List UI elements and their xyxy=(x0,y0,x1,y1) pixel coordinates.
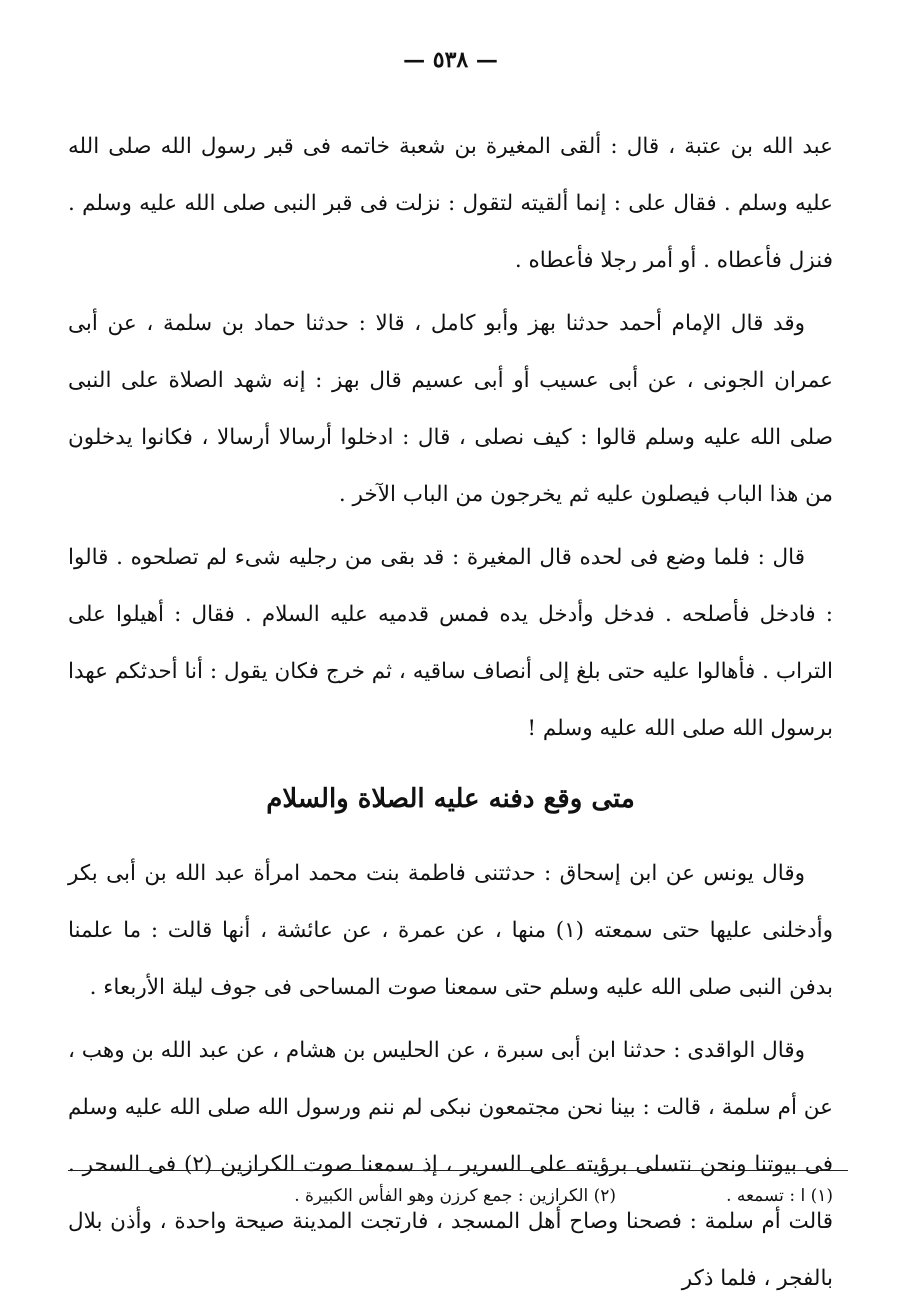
paragraph-1: عبد الله بن عتبة ، قال : ألقى المغيرة بن شعبة خاتمه فى قبر رسول الله صلى الله عليه وسلم . فقال على : إنما ألقيته لتقول : نزلت فى قبر النبى صلى الله عليه وسلم . فنزل فأعطاه . أو أمر رجلا فأعطاه . xyxy=(68,134,833,273)
section-heading: متى وقع دفنه عليه الصلاة والسلام xyxy=(266,784,635,814)
paragraph-5: وقال الواقدى : حدثنا ابن أبى سبرة ، عن الحليس بن هشام ، عن عبد الله بن وهب ، عن أم سلمة ، قالت : بينا نحن مجتمعون نبكى لم ننم ورسول الله صلى الله عليه وسلم فى بيوتنا ونحن نتسلى برؤيته على السرير ، إذ سمعنا صوت الكرازين (٢) فى السحر . قالت أم سلمة : فصحنا وصاح أهل المسجد ، فارتجت المدينة صيحة واحدة ، وأذن بلال بالفجر ، فلما ذكر xyxy=(68,1038,833,1291)
footnote-divider xyxy=(68,1170,848,1171)
footnote-2: (٢) الكرازين : جمع كرزن وهو الفأس الكبيرة . xyxy=(294,1186,617,1206)
paragraph-2: وقد قال الإمام أحمد حدثنا بهز وأبو كامل ، قالا : حدثنا حماد بن سلمة ، عن أبى عمران الجونى ، عن أبى عسيب أو أبى عسيم قال بهز : إنه شهد الصلاة على النبى صلى الله عليه وسلم قالوا : كيف نصلى ، قال : ادخلوا أرسالا أرسالا ، فكانوا يدخلون من هذا الباب فيصلون عليه ثم يخرجون من الباب الآخر . xyxy=(68,311,833,507)
footnotes xyxy=(68,1186,833,1206)
page-number: — ٥٣٨ — xyxy=(403,47,498,73)
footnote-1: (١) ا : تسمعه . xyxy=(726,1186,833,1206)
paragraph-3: قال : فلما وضع فى لحده قال المغيرة : قد بقى من رجليه شىء لم تصلحوه . قالوا : فادخل فأصلحه . فدخل وأدخل يده فمس قدميه عليه السلام . فقال : أهيلوا على التراب . فأهالوا عليه حتى بلغ إلى أنصاف ساقيه ، ثم خرج فكان يقول : أنا أحدثكم عهدا برسول الله صلى الله عليه وسلم ! xyxy=(68,545,833,741)
paragraph-4: وقال يونس عن ابن إسحاق : حدثتنى فاطمة بنت محمد امرأة عبد الله بن أبى بكر وأدخلنى عليها حتى سمعته (١) منها ، عن عمرة ، عن عائشة ، أنها قالت : ما علمنا بدفن النبى صلى الله عليه وسلم حتى سمعنا صوت المساحى فى جوف ليلة الأربعاء . xyxy=(68,861,833,1000)
main-text xyxy=(68,118,833,1307)
